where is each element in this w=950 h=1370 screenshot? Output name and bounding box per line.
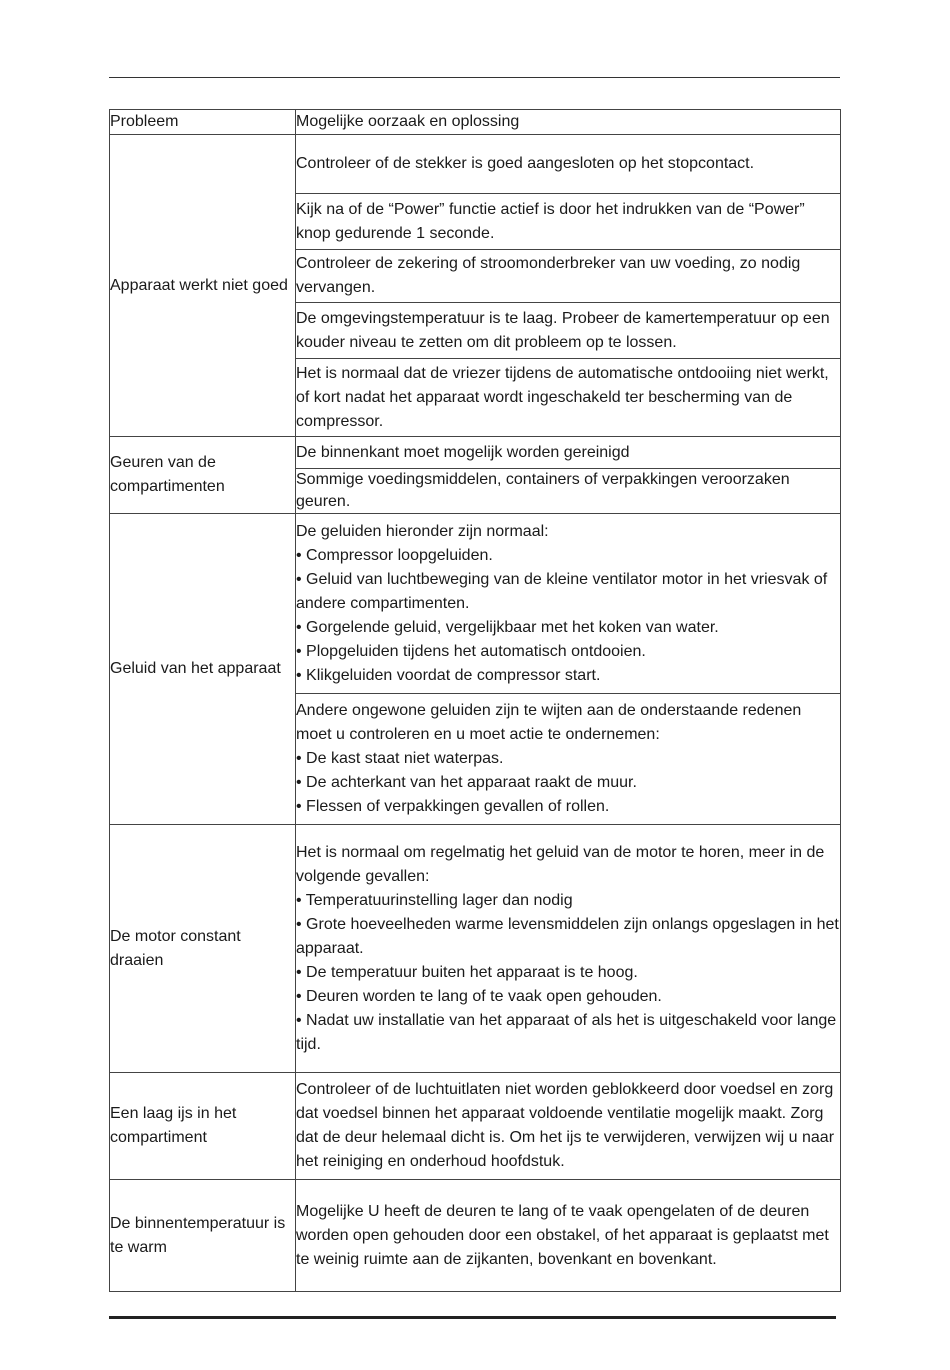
solution-cell bbox=[296, 514, 841, 694]
solution-cell: Controleer of de luchtuitlaten niet worden geblokkeerd door voedsel en zorg dat voedsel binnen het apparaat voldoende ventilatie mogelijk maakt. Zorg dat de deur helemaal dicht is. Om het ijs te verwijderen, verwijzen wij u naar het reiniging en onderhoud hoofdstuk. bbox=[296, 1073, 841, 1180]
problem-temperatuur: De binnentemperatuur is te warm bbox=[110, 1180, 296, 1292]
problem-apparaat-werkt-niet: Apparaat werkt niet goed bbox=[110, 135, 296, 437]
table-row bbox=[110, 514, 841, 694]
solution-cell: De omgevingstemperatuur is te laag. Probeer de kamertemperatuur op een kouder niveau te zetten om dit probleem op te lossen. bbox=[296, 303, 841, 359]
problem-ijs: Een laag ijs in het compartiment bbox=[110, 1073, 296, 1180]
bullet-item: • Temperatuurinstelling lager dan nodig bbox=[296, 891, 573, 909]
troubleshooting-table bbox=[109, 109, 841, 1292]
header-oorzaak: Mogelijke oorzaak en oplossing bbox=[296, 110, 841, 135]
bullet-item: • Gorgelende geluid, vergelijkbaar met het koken van water. bbox=[296, 618, 719, 636]
footer-rule bbox=[109, 1316, 836, 1319]
problem-geluid: Geluid van het apparaat bbox=[110, 514, 296, 825]
bullet-item: • De temperatuur buiten het apparaat is te hoog. bbox=[296, 963, 638, 981]
table-header-row bbox=[110, 110, 841, 135]
table-row bbox=[110, 135, 841, 194]
problem-geuren: Geuren van de compartimenten bbox=[110, 437, 296, 514]
bullet-item: • Nadat uw installatie van het apparaat of als het is uitgeschakeld voor lange tijd. bbox=[296, 1011, 837, 1053]
bullet-item: • Flessen of verpakkingen gevallen of rollen. bbox=[296, 798, 610, 815]
bullet-item: • Deuren worden te lang of te vaak open gehouden. bbox=[296, 987, 662, 1005]
bullet-item: • Plopgeluiden tijdens het automatisch ontdooien. bbox=[296, 642, 646, 660]
solution-intro: Het is normaal om regelmatig het geluid van de motor te horen, meer in de volgende gevallen: bbox=[296, 843, 825, 885]
bullet-item: • Klikgeluiden voordat de compressor start. bbox=[296, 666, 601, 684]
bullet-item: • Compressor loopgeluiden. bbox=[296, 546, 493, 564]
bullet-item: • Grote hoeveelheden warme levensmiddelen zijn onlangs opgeslagen in het apparaat. bbox=[296, 915, 839, 957]
bullet-item: • De achterkant van het apparaat raakt de muur. bbox=[296, 774, 637, 791]
bullet-item: • De kast staat niet waterpas. bbox=[296, 750, 504, 767]
solution-cell bbox=[296, 825, 841, 1073]
solution-cell bbox=[296, 694, 841, 825]
solution-cell: Controleer of de stekker is goed aangesloten op het stopcontact. bbox=[296, 135, 841, 194]
header-probleem: Probleem bbox=[110, 110, 296, 135]
solution-intro: Andere ongewone geluiden zijn te wijten aan de onderstaande redenen moet u controleren en u moet actie te ondernemen: bbox=[296, 702, 802, 743]
solution-cell: Kijk na of de “Power” functie actief is door het indrukken van de “Power” knop gedurende 1 seconde. bbox=[296, 194, 841, 250]
solution-intro: De geluiden hieronder zijn normaal: bbox=[296, 522, 549, 540]
bullet-item: • Geluid van luchtbeweging van de kleine ventilator motor in het vriesvak of andere compartimenten. bbox=[296, 570, 828, 612]
solution-cell: Controleer de zekering of stroomonderbreker van uw voeding, zo nodig vervangen. bbox=[296, 250, 841, 303]
solution-cell: Het is normaal dat de vriezer tijdens de automatische ontdooiing niet werkt, of kort nadat het apparaat wordt ingeschakeld ter bescherming van de compressor. bbox=[296, 359, 841, 437]
table-row bbox=[110, 825, 841, 1073]
solution-cell: Mogelijke U heeft de deuren te lang of te vaak opengelaten of de deuren worden open gehouden door een obstakel, of het apparaat is geplaatst met te weinig ruimte aan de zijkanten, bovenkant en bovenkant. bbox=[296, 1180, 841, 1292]
header-rule bbox=[109, 77, 840, 78]
solution-cell: Sommige voedingsmiddelen, containers of verpakkingen veroorzaken geuren. bbox=[296, 469, 841, 514]
problem-motor: De motor constant draaien bbox=[110, 825, 296, 1073]
solution-cell: De binnenkant moet mogelijk worden gereinigd bbox=[296, 437, 841, 469]
table-row bbox=[110, 1180, 841, 1292]
table-row bbox=[110, 437, 841, 469]
table-row bbox=[110, 1073, 841, 1180]
